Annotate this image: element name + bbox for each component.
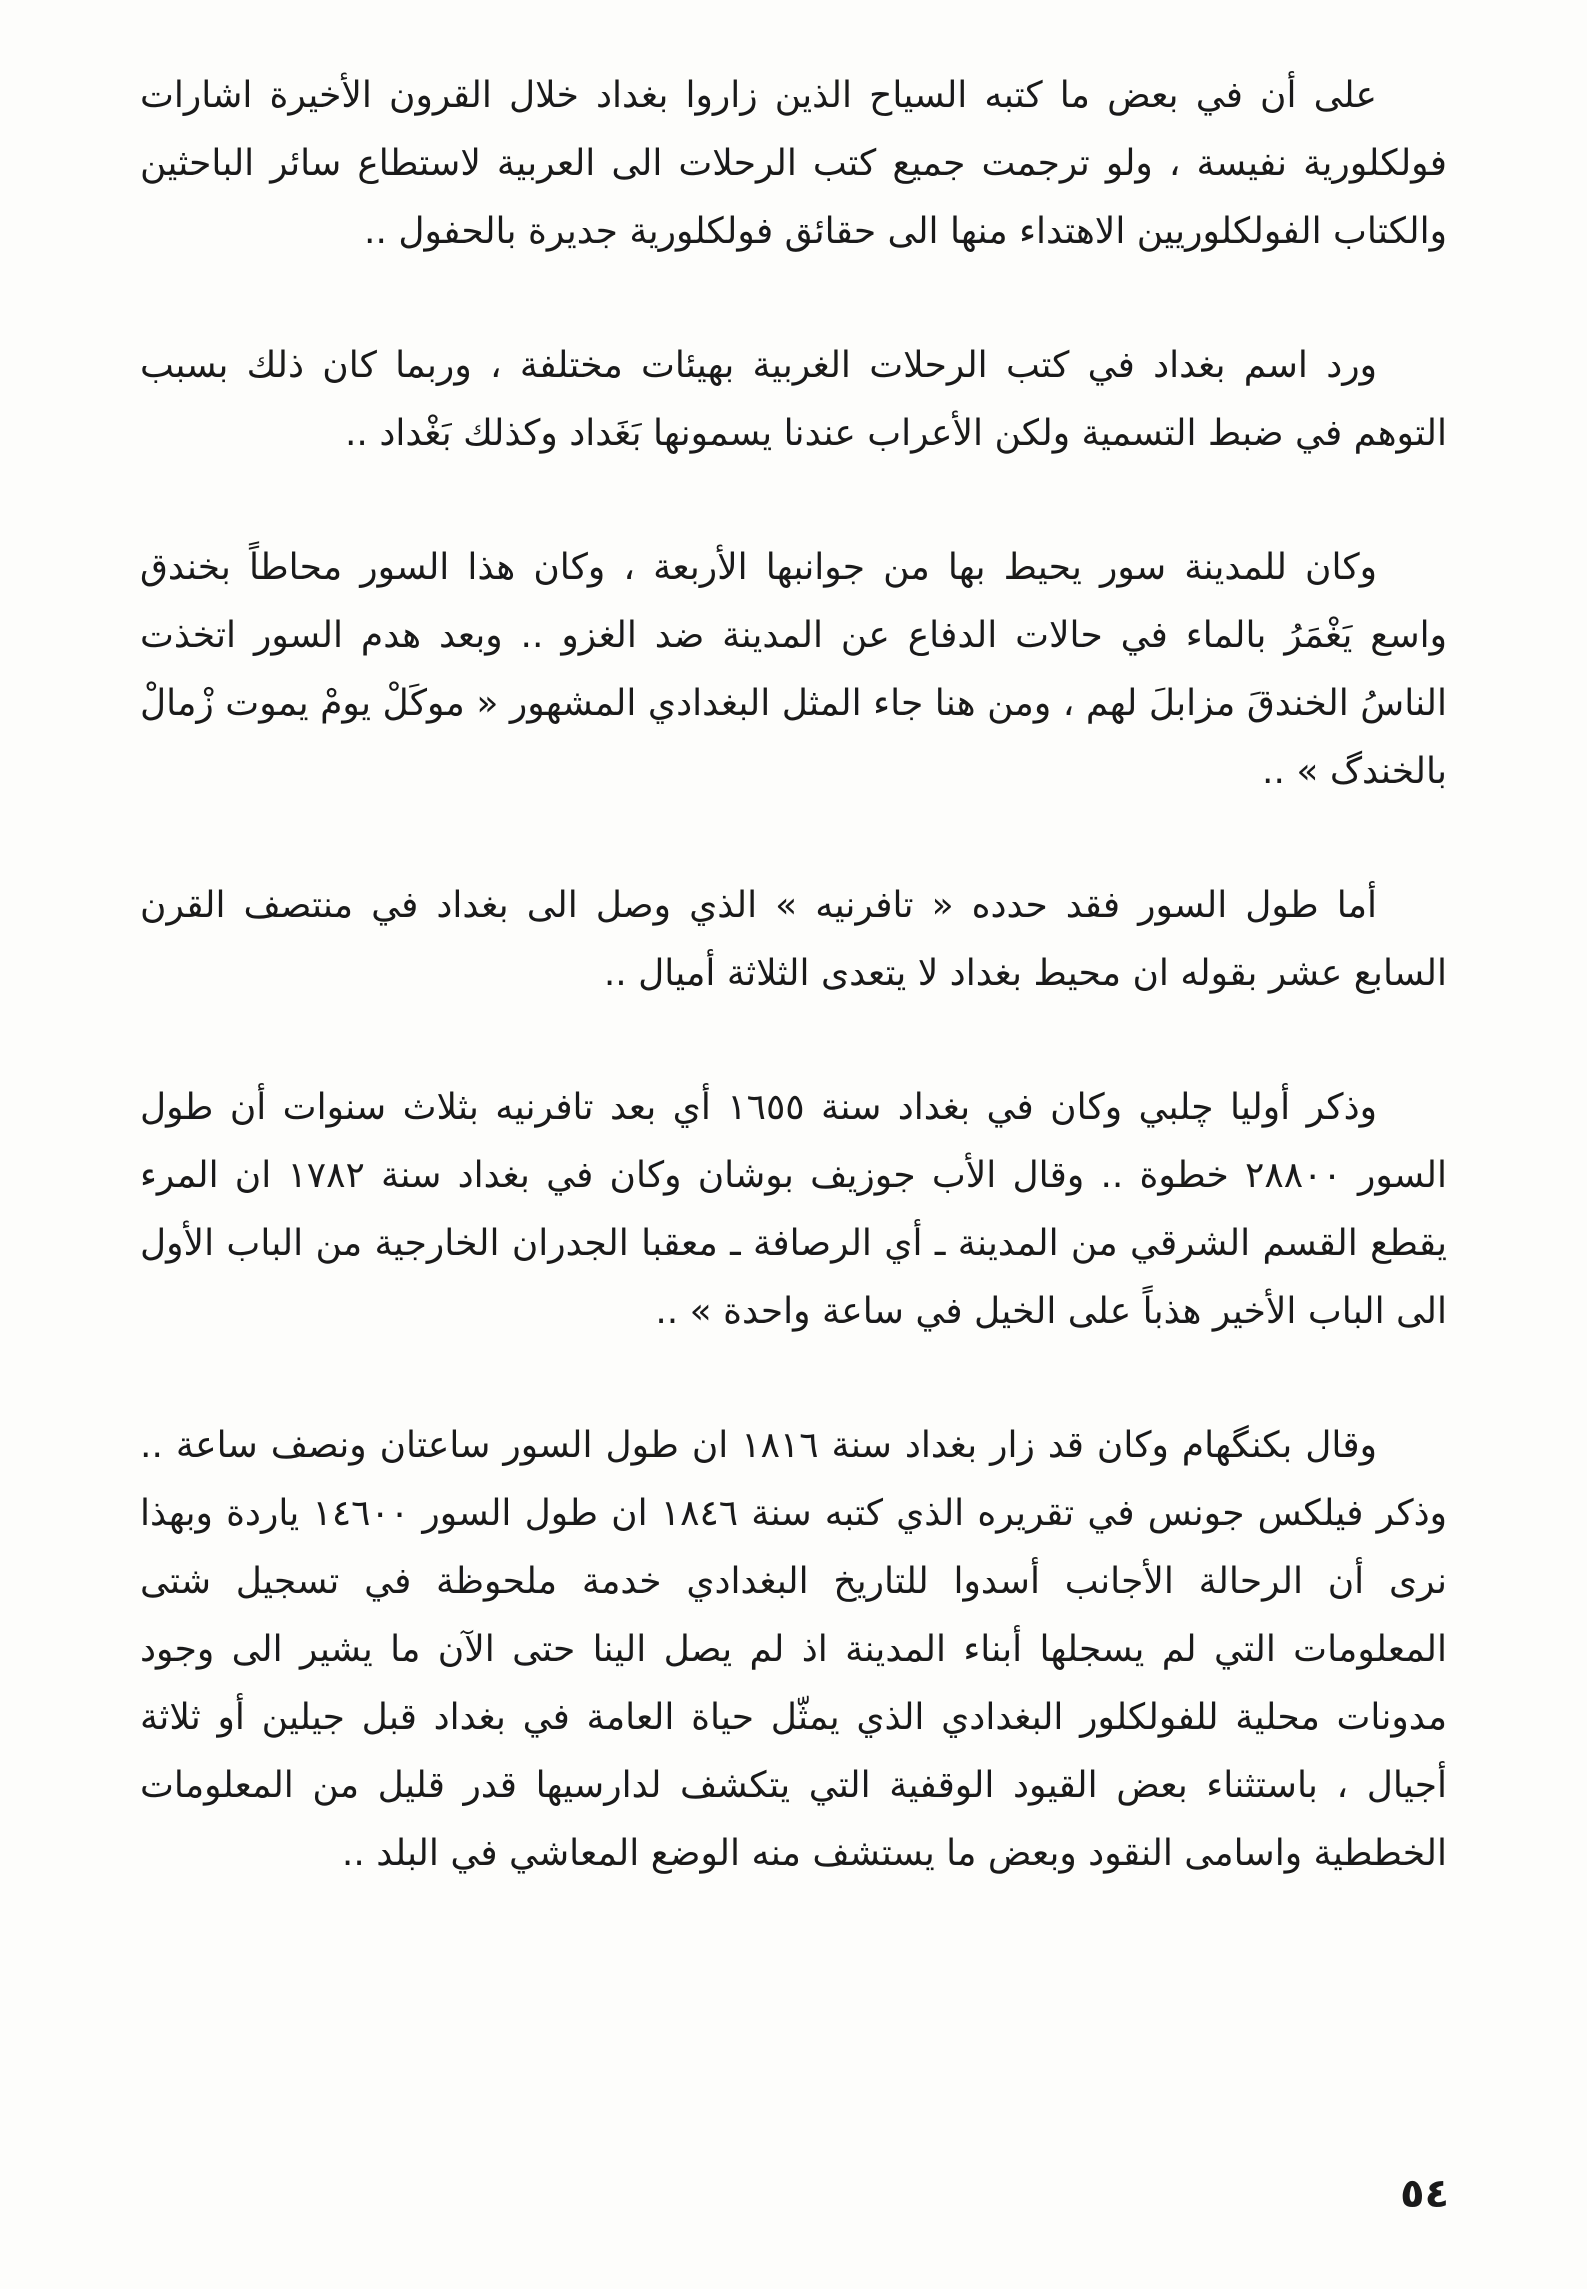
paragraph-1 bbox=[140, 62, 1447, 266]
paragraph-5-text: وذكر أوليا چلبي وكان في بغداد سنة ١٦٥٥ أي بعد تافرنيه بثلاث سنوات أن طول السور ٢٨٨٠٠ خطوة .. وقال الأب جوزيف بوشان وكان في بغداد سنة ١٧٨٢ ان المرء يقطع القسم الشرقي من المدينة ـ أي الرصافة ـ معقبا الجدران الخارجية من الباب الأول الى الباب الأخير هذباً على الخيل في ساعة واحدة » .. bbox=[140, 1087, 1448, 1332]
paragraph-4 bbox=[140, 872, 1447, 1008]
paragraph-1-text: على أن في بعض ما كتبه السياح الذين زاروا بغداد خلال القرون الأخيرة اشارات فولكلورية نفيسة ، ولو ترجمت جميع كتب الرحلات الى العربية لاستطاع سائر الباحثين والكتاب الفولكلوريين الاهتداء منها الى حقائق فولكلورية جديرة بالحفول .. bbox=[140, 75, 1447, 252]
paragraph-4-text: أما طول السور فقد حدده « تافرنيه » الذي وصل الى بغداد في منتصف القرن السابع عشر بقوله ان محيط بغداد لا يتعدى الثلاثة أميال .. bbox=[140, 885, 1447, 994]
paragraph-3-text: وكان للمدينة سور يحيط بها من جوانبها الأربعة ، وكان هذا السور محاطاً بخندق واسع يَغْمَرُ بالماء في حالات الدفاع عن المدينة ضد الغزو .. وبعد هدم السور اتخذت الناسُ الخندقَ مزابلَ لهم ، ومن هنا جاء المثل البغدادي المشهور « موكَلْ يومْ يموت زْمالْ بالخندگ » .. bbox=[140, 547, 1447, 792]
paragraph-2-text: ورد اسم بغداد في كتب الرحلات الغربية بهيئات مختلفة ، وربما كان ذلك بسبب التوهم في ضبط التسمية ولكن الأعراب عندنا يسمونها بَغَداد وكذلك بَغْداد .. bbox=[140, 345, 1447, 454]
paragraph-6 bbox=[140, 1412, 1447, 1888]
body-text bbox=[140, 62, 1447, 1954]
page-number: ٥٤ bbox=[1400, 2171, 1449, 2217]
paragraph-6-text: وقال بكنگهام وكان قد زار بغداد سنة ١٨١٦ ان طول السور ساعتان ونصف ساعة .. وذكر فيلكس جونس في تقريره الذي كتبه سنة ١٨٤٦ ان طول السور ١٤٦٠٠ ياردة وبهذا نرى أن الرحالة الأجانب أسدوا للتاريخ البغدادي خدمة ملحوظة في تسجيل شتى المعلومات التي لم يسجلها أبناء المدينة اذ لم يصل الينا حتى الآن ما يشير الى وجود مدونات محلية للفولكلور البغدادي الذي يمثّل حياة العامة في بغداد قبل جيلين أو ثلاثة أجيال ، باستثناء بعض القيود الوقفية التي يتكشف لدارسيها قدر قليل من المعلومات الخططية واسامى النقود وبعض ما يستشف منه الوضع المعاشي في البلد .. bbox=[140, 1425, 1448, 1874]
paragraph-5 bbox=[140, 1074, 1447, 1346]
paragraph-2 bbox=[140, 332, 1447, 468]
paragraph-3 bbox=[140, 534, 1447, 806]
